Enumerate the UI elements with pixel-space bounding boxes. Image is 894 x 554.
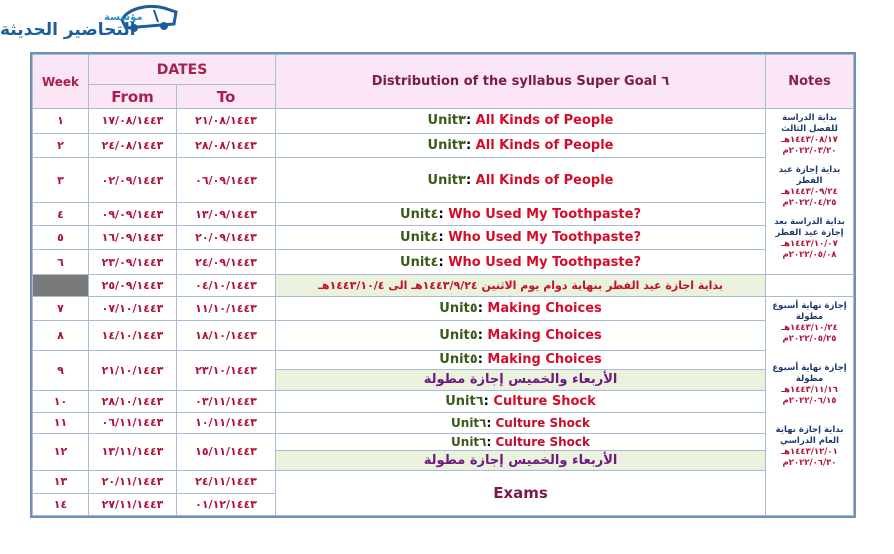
- syllabus-entry: Unit٥: Making Choices: [276, 351, 765, 370]
- note-item: [769, 363, 850, 407]
- date-from: ٢١/١٠/١٤٤٣: [89, 351, 177, 391]
- header-notes: Notes: [766, 55, 854, 109]
- date-from: ٢٥/٠٩/١٤٤٣: [89, 274, 177, 296]
- syllabus-entry: Unit٣: All Kinds of People: [276, 109, 766, 134]
- syllabus-entry-split: [276, 433, 766, 470]
- week-number: ٢: [33, 133, 89, 158]
- syllabus-entry: Unit٦: Culture Shock: [276, 413, 766, 433]
- note-item: [769, 165, 850, 209]
- date-from: ١٧/٠٨/١٤٤٣: [89, 109, 177, 134]
- note-hijri-date: ١٤٤٣/١٢/٠١هـ: [781, 446, 838, 457]
- note-gregorian-date: ٢٠٢٢/٠٦/١٥م: [782, 395, 837, 406]
- date-to: ٠١/١٢/١٤٤٣: [177, 493, 276, 515]
- week-number: ٤: [33, 203, 89, 226]
- syllabus-entry: Unit٤: Who Used My Toothpaste?: [276, 225, 766, 250]
- week-number: ٥: [33, 225, 89, 250]
- date-from: ١٦/٠٩/١٤٤٣: [89, 225, 177, 250]
- note-gregorian-date: ٢٠٢٢/٠٣/٢٠م: [782, 146, 837, 157]
- unit-label: Unit٤: [400, 230, 439, 246]
- note-title: إجازة نهاية أسبوع مطولة: [772, 362, 847, 384]
- exams-label: Exams: [276, 470, 766, 515]
- note-item: [769, 217, 850, 261]
- date-to: ٢٣/١٠/١٤٤٣: [177, 351, 276, 391]
- notes-blank: [766, 274, 854, 296]
- week-number: ٦: [33, 250, 89, 275]
- syllabus-table: [30, 52, 856, 518]
- notes-column-bottom: [766, 296, 854, 515]
- note-hijri-date: ١٤٤٣/١١/١٦هـ: [781, 384, 838, 395]
- unit-label: Unit٥: [439, 328, 478, 344]
- week-number: ١٤: [33, 493, 89, 515]
- week-number: ١٣: [33, 470, 89, 493]
- header-from: From: [89, 85, 177, 109]
- note-hijri-date: ١٤٤٣/٠٩/٢٤هـ: [781, 187, 838, 198]
- syllabus-entry-split: [276, 351, 766, 391]
- date-to: ٢٤/١١/١٤٤٣: [177, 470, 276, 493]
- date-to: ١١/١٠/١٤٤٣: [177, 296, 276, 320]
- note-gregorian-date: ٢٠٢٢/٠٥/٠٨م: [782, 250, 837, 261]
- unit-title: Making Choices: [487, 328, 602, 344]
- logo-title: التحاضير الحديثة: [0, 20, 136, 40]
- week-number: ١٢: [33, 433, 89, 470]
- date-to: ١٠/١١/١٤٤٣: [177, 413, 276, 433]
- date-from: ١٣/١١/١٤٤٣: [89, 433, 177, 470]
- unit-label: Unit٤: [400, 254, 439, 270]
- date-to: ١٨/١٠/١٤٤٣: [177, 321, 276, 351]
- date-to: ٢٤/٠٩/١٤٤٣: [177, 250, 276, 275]
- logo: [0, 2, 190, 46]
- unit-title: All Kinds of People: [475, 172, 614, 188]
- week-number: ١: [33, 109, 89, 134]
- unit-title: Culture Shock: [495, 415, 590, 430]
- syllabus-entry: Unit٦: Culture Shock: [276, 434, 765, 451]
- unit-label: Unit٦: [451, 415, 487, 430]
- week-number: ١١: [33, 413, 89, 433]
- eid-holiday-note: بداية اجازة عيد الفطر بنهاية دوام يوم الاثنين ١٤٤٣/٩/٢٤هـ الى ١٤٤٣/١٠/٤هـ: [276, 274, 766, 296]
- date-from: ٠٦/١١/١٤٤٣: [89, 413, 177, 433]
- date-from: ٢٧/١١/١٤٤٣: [89, 493, 177, 515]
- header-dates: DATES: [89, 55, 276, 85]
- header-distribution: Distribution of the syllabus Super Goal ٦: [276, 55, 766, 109]
- holiday-week-cell: [33, 274, 89, 296]
- unit-title: All Kinds of People: [475, 138, 614, 154]
- unit-label: Unit٣: [427, 138, 466, 154]
- syllabus-entry: Unit٦: Culture Shock: [276, 391, 766, 413]
- unit-title: Making Choices: [487, 301, 602, 317]
- note-gregorian-date: ٢٠٢٢/٠٦/٣٠م: [782, 457, 837, 468]
- note-hijri-date: ١٤٤٣/١٠/٠٧هـ: [781, 239, 838, 250]
- week-number: ٩: [33, 351, 89, 391]
- date-to: ١٣/٠٩/١٤٤٣: [177, 203, 276, 226]
- unit-label: Unit٦: [445, 394, 484, 410]
- date-to: ٢١/٠٨/١٤٤٣: [177, 109, 276, 134]
- note-title: بداية إجازة عيد الفطر: [778, 165, 841, 187]
- date-to: ٢٠/٠٩/١٤٤٣: [177, 225, 276, 250]
- syllabus-entry: Unit٥: Making Choices: [276, 296, 766, 320]
- unit-label: Unit٥: [439, 352, 478, 368]
- syllabus-entry: Unit٤: Who Used My Toothpaste?: [276, 250, 766, 275]
- note-title: بداية الدراسة للفصل الثالث: [781, 113, 838, 135]
- week-number: ٨: [33, 321, 89, 351]
- unit-title: Culture Shock: [493, 394, 596, 410]
- unit-label: Unit٣: [427, 172, 466, 188]
- date-from: ١٤/١٠/١٤٤٣: [89, 321, 177, 351]
- date-to: ٢٨/٠٨/١٤٤٣: [177, 133, 276, 158]
- note-title: بداية الدراسة بعد إجازة عيد الفطر: [774, 217, 845, 239]
- unit-title: Who Used My Toothpaste?: [448, 230, 641, 246]
- note-item: [769, 301, 850, 345]
- note-item: [769, 113, 850, 157]
- note-hijri-date: ١٤٤٣/٠٨/١٧هـ: [781, 135, 838, 146]
- unit-title: Making Choices: [487, 352, 602, 368]
- unit-label: Unit٥: [439, 301, 478, 317]
- date-to: ٠٤/١٠/١٤٤٣: [177, 274, 276, 296]
- note-gregorian-date: ٢٠٢٢/٠٤/٢٥م: [782, 198, 837, 209]
- note-gregorian-date: ٢٠٢٢/٠٥/٢٥م: [782, 333, 837, 344]
- note-item: [769, 425, 850, 469]
- header-to: To: [177, 85, 276, 109]
- date-from: ٢٤/٠٨/١٤٤٣: [89, 133, 177, 158]
- logo-subtitle: مؤسسة: [104, 12, 143, 23]
- note-title: إجازة نهاية أسبوع مطولة: [772, 300, 847, 322]
- date-from: ٠٧/١٠/١٤٤٣: [89, 296, 177, 320]
- date-to: ٠٦/٠٩/١٤٤٣: [177, 158, 276, 203]
- week-number: ١٠: [33, 391, 89, 413]
- week-number: ٧: [33, 296, 89, 320]
- notes-column-top: [766, 109, 854, 275]
- long-weekend-note: الأربعاء والخميس إجازة مطولة: [276, 451, 765, 470]
- unit-title: Culture Shock: [495, 434, 590, 449]
- unit-label: Unit٦: [451, 434, 487, 449]
- unit-title: Who Used My Toothpaste?: [448, 254, 641, 270]
- week-number: ٣: [33, 158, 89, 203]
- date-to: ٠٣/١١/١٤٤٣: [177, 391, 276, 413]
- syllabus-entry: Unit٣: All Kinds of People: [276, 133, 766, 158]
- unit-title: All Kinds of People: [475, 113, 614, 129]
- date-from: ٢٨/١٠/١٤٤٣: [89, 391, 177, 413]
- unit-label: Unit٤: [400, 206, 439, 222]
- long-weekend-note: الأربعاء والخميس إجازة مطولة: [276, 370, 765, 390]
- unit-title: Who Used My Toothpaste?: [448, 206, 641, 222]
- unit-label: Unit٣: [427, 113, 466, 129]
- note-title: بداية إجازة نهاية العام الدراسي: [775, 424, 844, 446]
- date-from: ٢٠/١١/١٤٤٣: [89, 470, 177, 493]
- date-from: ٠٩/٠٩/١٤٤٣: [89, 203, 177, 226]
- date-from: ٢٣/٠٩/١٤٤٣: [89, 250, 177, 275]
- date-to: ١٥/١١/١٤٤٣: [177, 433, 276, 470]
- note-hijri-date: ١٤٤٣/١٠/٢٤هـ: [781, 322, 838, 333]
- syllabus-entry: Unit٤: Who Used My Toothpaste?: [276, 203, 766, 226]
- header-week: Week: [33, 55, 89, 109]
- syllabus-entry: Unit٣: All Kinds of People: [276, 158, 766, 203]
- date-from: ٠٢/٠٩/١٤٤٣: [89, 158, 177, 203]
- syllabus-entry: Unit٥: Making Choices: [276, 321, 766, 351]
